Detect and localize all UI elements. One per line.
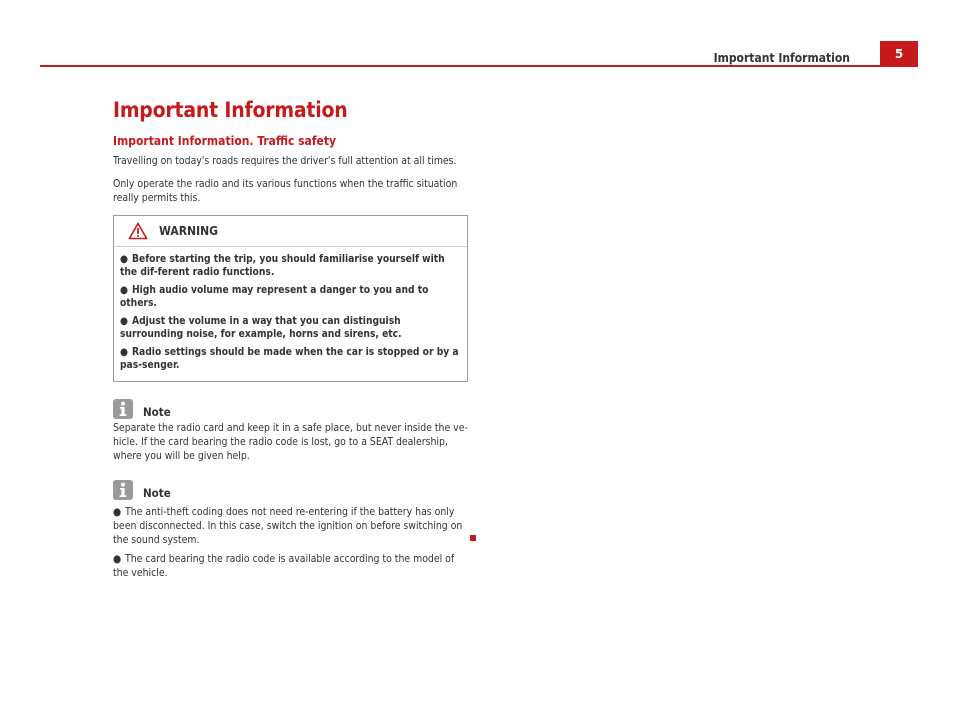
warning-item <box>120 315 459 341</box>
bullet-icon: ● <box>120 285 128 296</box>
info-note-icon <box>113 480 133 500</box>
info-i-icon <box>117 482 129 498</box>
bullet-icon: ● <box>120 347 128 358</box>
header-title: Important Information <box>713 51 850 65</box>
warning-header <box>114 216 467 247</box>
info-i-icon <box>117 401 129 417</box>
page-title: Important Information <box>113 98 348 122</box>
bullet-icon: ● <box>120 254 128 265</box>
note-header <box>113 397 468 419</box>
page-header <box>40 41 918 67</box>
note-header <box>113 478 468 500</box>
warning-item-text: Before starting the trip, you should familiarise yourself with the dif-ferent radio functions. <box>120 254 445 278</box>
bullet-icon: ● <box>113 506 122 518</box>
page-number: 5 <box>880 41 918 67</box>
section-end-mark <box>470 535 476 541</box>
header-rule <box>40 65 880 67</box>
note-text: Separate the radio card and keep it in a safe place, but never inside the ve-hicle. If the card bearing the radio code is lost, go to a SEAT dealership, where you will be given help. <box>113 422 468 462</box>
note-item-text: The card bearing the radio code is available according to the model of the vehicle. <box>113 553 455 579</box>
main-content <box>113 98 468 580</box>
note-item <box>113 552 468 580</box>
section-title: Important Information. Traffic safety <box>113 134 337 148</box>
info-note-icon <box>113 399 133 419</box>
warning-item-text: High audio volume may represent a danger to you and to others. <box>120 285 429 309</box>
warning-label: WARNING <box>159 224 218 238</box>
warning-item <box>120 284 459 310</box>
bullet-icon: ● <box>120 316 128 327</box>
note-label: Note <box>143 405 171 419</box>
paragraph: Only operate the radio and its various functions when the traffic situation really permits this. <box>113 178 458 204</box>
paragraph: Travelling on today's roads requires the driver's full attention at all times. <box>113 155 457 167</box>
note-1 <box>113 397 468 463</box>
warning-triangle-icon <box>128 222 148 240</box>
bullet-icon: ● <box>113 553 122 565</box>
note-2 <box>113 478 468 580</box>
note-label: Note <box>143 486 171 500</box>
warning-item-text: Radio settings should be made when the car is stopped or by a pas-senger. <box>120 347 459 371</box>
warning-item <box>120 346 459 372</box>
warning-item-text: Adjust the volume in a way that you can distinguish surrounding noise, for example, horns and sirens, etc. <box>120 316 402 340</box>
warning-body <box>114 247 467 381</box>
note-item <box>113 505 468 547</box>
note-item-text: The anti-theft coding does not need re-entering if the battery has only been disconnected. In this case, switch the ignition on before switching on the sound system. <box>113 506 463 546</box>
warning-item <box>120 253 459 279</box>
warning-box <box>113 215 468 382</box>
